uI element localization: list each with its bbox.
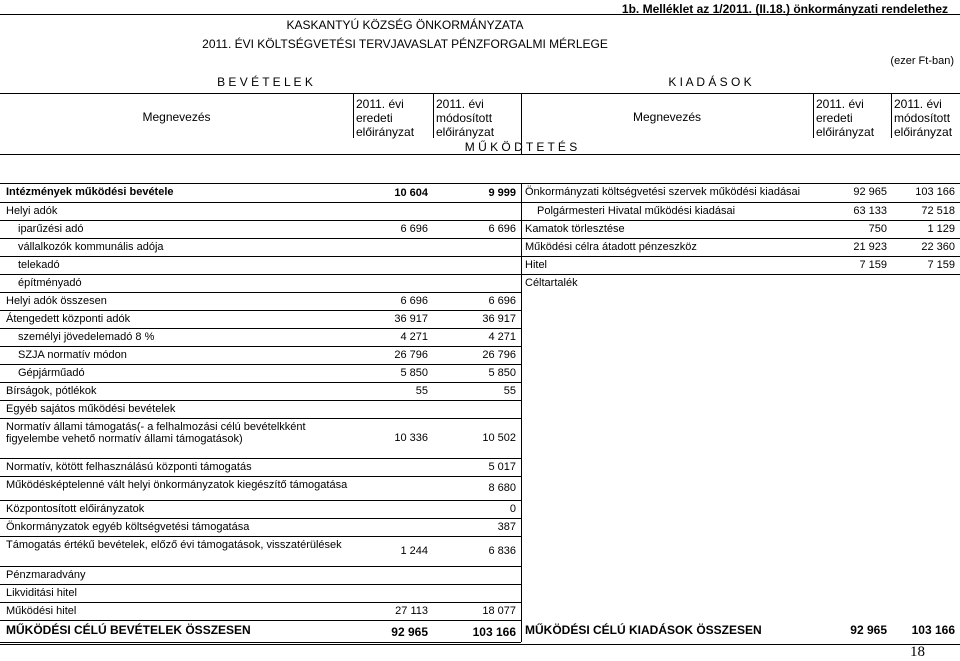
row-divider (0, 274, 521, 275)
row-divider (0, 458, 521, 459)
revenue-label: Központosított előirányzatok (6, 503, 145, 515)
document-title: 2011. ÉVI KÖLTSÉGVETÉSI TERVJAVASLAT PÉNZFORGALMI MÉRLEGE (202, 37, 608, 51)
revenue-label: Egyéb sajátos működési bevételek (6, 403, 176, 415)
expenditure-modified-value: 7 159 (927, 259, 955, 271)
revenue-original-value: 27 113 (395, 605, 428, 617)
left-name-header: Megnevezés (142, 110, 211, 124)
expenditure-label: Hitel (525, 259, 548, 271)
unit-label: (ezer Ft-ban) (890, 55, 954, 67)
revenue-original-value: 92 965 (391, 625, 428, 639)
revenue-label: Helyi adók összesen (6, 295, 107, 307)
revenue-modified-value: 0 (509, 503, 516, 515)
revenue-modified-value: 8 680 (488, 482, 516, 494)
expenditure-modified-value: 72 518 (921, 205, 955, 217)
left-orig-header: 2011. évi eredeti előirányzat (356, 97, 415, 139)
revenue-label: Önkormányzatok egyéb költségvetési támogatása (6, 521, 250, 533)
revenue-label: Átengedett központi adók (6, 313, 131, 325)
expenditures-heading: K I A D Á S O K (668, 75, 752, 89)
row-divider (521, 274, 960, 275)
revenue-original-value: 36 917 (394, 313, 428, 325)
revenue-modified-value: 6 836 (488, 545, 516, 557)
row-divider (0, 584, 521, 585)
revenue-modified-value: 18 077 (482, 605, 516, 617)
row-divider (0, 382, 521, 383)
organization-name: KASKANTYÚ KÖZSÉG ÖNKORMÁNYZATA (286, 18, 524, 32)
row-divider (521, 202, 960, 203)
right-name-header: Megnevezés (632, 110, 702, 124)
revenue-label: Helyi adók (6, 205, 58, 217)
row-divider (0, 536, 521, 537)
revenue-modified-value: 6 696 (488, 295, 516, 307)
col-divider (433, 93, 434, 138)
revenue-label: Működési hitel (6, 605, 77, 617)
expenditure-total-label: MŰKÖDÉSI CÉLÚ KIADÁSOK ÖSSZESEN (525, 623, 762, 637)
row-divider (0, 256, 521, 257)
row-divider (0, 418, 521, 419)
expenditure-original-value: 7 159 (859, 259, 887, 271)
revenue-label: Pénzmaradvány (6, 569, 86, 581)
row-divider (0, 642, 521, 643)
row-divider (0, 202, 521, 203)
expenditure-label: Önkormányzati költségvetési szervek működési kiadásai (525, 186, 801, 198)
expenditure-original-value: 63 133 (853, 205, 887, 217)
revenue-original-value: 55 (415, 385, 428, 397)
revenue-modified-value: 9 999 (488, 187, 516, 199)
row-divider (0, 310, 521, 311)
right-orig-header: 2011. évi eredeti előirányzat (816, 97, 875, 139)
revenue-label: Normatív állami támogatás(- a felhalmozási célú bevételkként figyelembe vehető normatív állami támogatások) (6, 421, 306, 445)
row-divider (0, 518, 521, 519)
revenue-label: Támogatás értékű bevételek, előző évi támogatások, visszatérülések (6, 539, 342, 551)
revenue-label: személyi jövedelemadó 8 % (18, 331, 155, 343)
col-divider (813, 93, 814, 138)
row-divider (0, 238, 521, 239)
revenue-original-value: 1 244 (400, 545, 428, 557)
revenue-original-value: 26 796 (394, 349, 428, 361)
page-number: 18 (910, 644, 925, 660)
expenditure-original-value: 750 (868, 223, 887, 235)
right-mod-header: 2011. évi módosított előirányzat (894, 97, 953, 139)
row-divider (0, 346, 521, 347)
revenue-label: Működésképtelenné vált helyi önkormányzatok kiegészítő támogatása (6, 479, 348, 491)
row-divider (521, 220, 960, 221)
expenditure-original-value: 92 965 (853, 186, 887, 198)
revenue-label: Bírságok, pótlékok (6, 385, 97, 397)
revenue-label: SZJA normatív módon (18, 349, 127, 361)
header-bottom-border (0, 154, 960, 155)
center-divider (521, 183, 522, 642)
revenue-modified-value: 55 (503, 385, 516, 397)
revenue-modified-value: 103 166 (472, 625, 516, 639)
revenue-modified-value: 4 271 (488, 331, 516, 343)
row-divider (0, 602, 521, 603)
col-divider (891, 93, 892, 138)
revenue-label: MŰKÖDÉSI CÉLÚ BEVÉTELEK ÖSSZESEN (6, 623, 251, 637)
expenditure-label: Polgármesteri Hivatal működési kiadásai (537, 205, 736, 217)
revenue-modified-value: 5 850 (488, 367, 516, 379)
revenue-original-value: 6 696 (400, 295, 428, 307)
row-divider (521, 256, 960, 257)
revenue-modified-value: 10 502 (482, 432, 516, 444)
row-divider (0, 476, 521, 477)
revenue-label: építményadó (18, 277, 82, 289)
revenue-label: Likviditási hitel (6, 587, 77, 599)
revenue-original-value: 5 850 (400, 367, 428, 379)
revenue-label: Gépjárműadó (18, 367, 85, 379)
expenditure-modified-value: 1 129 (927, 223, 955, 235)
row-divider (521, 238, 960, 239)
revenue-modified-value: 36 917 (482, 313, 516, 325)
expenditure-label: Működési célra átadott pénzeszköz (525, 241, 697, 253)
row-divider (0, 620, 521, 621)
row-divider (0, 292, 521, 293)
row-divider (0, 400, 521, 401)
revenues-heading: B E V É T E L E K (217, 75, 313, 89)
annex-reference: 1b. Melléklet az 1/2011. (II.18.) önkormányzati rendelethez (621, 2, 949, 16)
revenue-label: iparűzési adó (18, 223, 84, 235)
expenditure-label: Kamatok törlesztése (525, 223, 625, 235)
left-mod-header: 2011. évi módosított előirányzat (436, 97, 495, 139)
revenue-label: Normatív, kötött felhasználású központi támogatás (6, 461, 252, 473)
col-divider (353, 93, 354, 138)
body-top-border (0, 183, 960, 184)
row-divider (0, 364, 521, 365)
expenditure-label: Céltartalék (525, 277, 578, 289)
expenditure-modified-value: 22 360 (921, 241, 955, 253)
revenue-modified-value: 5 017 (488, 461, 516, 473)
expenditure-modified-value: 103 166 (915, 186, 955, 198)
section-heading: M Ű K Ö D T E T É S (464, 140, 578, 154)
revenue-label: Intézmények működési bevétele (6, 186, 174, 198)
expenditure-original-value: 21 923 (853, 241, 887, 253)
revenue-original-value: 6 696 (400, 223, 428, 235)
revenue-modified-value: 387 (497, 521, 516, 533)
row-divider (0, 500, 521, 501)
row-divider (0, 566, 521, 567)
row-divider (0, 220, 521, 221)
revenue-modified-value: 26 796 (482, 349, 516, 361)
top-border (0, 14, 960, 15)
revenue-original-value: 4 271 (400, 331, 428, 343)
expenditure-total-modified: 103 166 (911, 623, 955, 637)
revenue-original-value: 10 604 (394, 187, 428, 199)
total-double-line (0, 644, 960, 645)
header-top-border (0, 93, 960, 94)
revenue-label: telekadó (18, 259, 60, 271)
revenue-original-value: 10 336 (394, 432, 428, 444)
expenditure-total-original: 92 965 (850, 623, 887, 637)
row-divider (0, 328, 521, 329)
revenue-modified-value: 6 696 (488, 223, 516, 235)
revenue-label: vállalkozók kommunális adója (18, 241, 164, 253)
